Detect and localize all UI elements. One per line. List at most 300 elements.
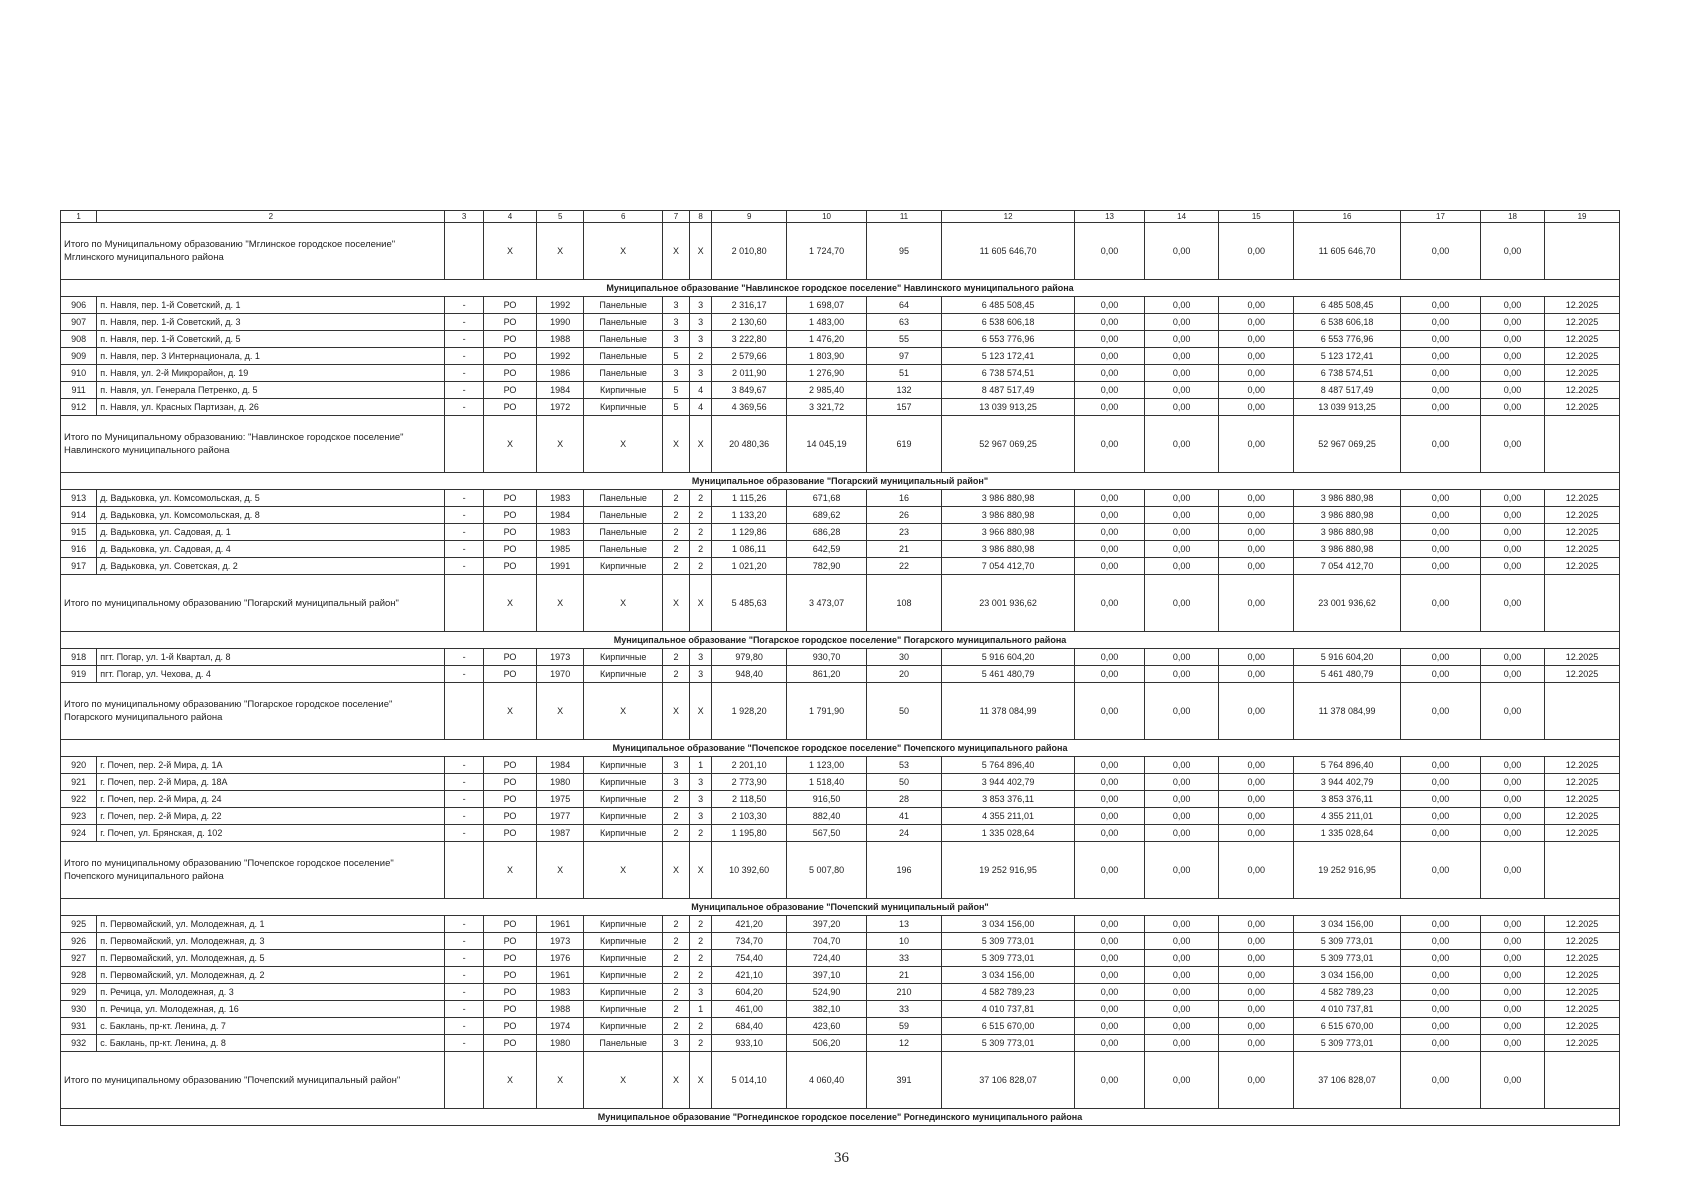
total-value: 391 <box>867 1052 942 1109</box>
col-15-cell: 0,00 <box>1219 666 1294 683</box>
section-header-row <box>61 899 1620 916</box>
col-4-cell: РО <box>483 916 536 933</box>
residents-cell: 23 <box>867 524 942 541</box>
col-14-cell: 0,00 <box>1144 950 1219 967</box>
col-13-cell: 0,00 <box>1075 297 1144 314</box>
living-area-cell: 506,20 <box>787 1035 867 1052</box>
col-18-cell: 0,00 <box>1481 774 1545 791</box>
wall-material-cell: Панельные <box>584 507 663 524</box>
floors-cell: 3 <box>663 1035 690 1052</box>
col-18-cell: 0,00 <box>1481 1035 1545 1052</box>
residents-cell: 210 <box>867 984 942 1001</box>
total-value: 20 480,36 <box>712 416 787 473</box>
fund-cost-cell: 5 123 172,41 <box>1294 348 1401 365</box>
living-area-cell: 1 276,90 <box>787 365 867 382</box>
col-3-cell: - <box>445 524 483 541</box>
col-14-cell: 0,00 <box>1144 666 1219 683</box>
table-row <box>61 331 1620 348</box>
total-cost-cell: 4 010 737,81 <box>941 1001 1074 1018</box>
living-area-cell: 524,90 <box>787 984 867 1001</box>
row-number-cell: 920 <box>61 757 97 774</box>
floors-cell: 2 <box>663 933 690 950</box>
total-label: Итого по муниципальному образованию "Погарский муниципальный район" <box>61 575 445 632</box>
total-value: 0,00 <box>1075 842 1144 899</box>
total-row <box>61 416 1620 473</box>
col-14-cell: 0,00 <box>1144 348 1219 365</box>
wall-material-cell: Панельные <box>584 314 663 331</box>
entrances-cell: 2 <box>689 916 711 933</box>
table-row <box>61 1035 1620 1052</box>
total-value: Х <box>584 1052 663 1109</box>
total-value: 1 791,90 <box>787 683 867 740</box>
total-value <box>1545 1052 1620 1109</box>
entrances-cell: 3 <box>689 365 711 382</box>
wall-material-cell: Кирпичные <box>584 984 663 1001</box>
col-3-cell: - <box>445 382 483 399</box>
deadline-cell: 12.2025 <box>1545 348 1620 365</box>
col-15-cell: 0,00 <box>1219 297 1294 314</box>
residents-cell: 24 <box>867 825 942 842</box>
total-cost-cell: 3 034 156,00 <box>941 967 1074 984</box>
fund-cost-cell: 4 010 737,81 <box>1294 1001 1401 1018</box>
col-13-cell: 0,00 <box>1075 490 1144 507</box>
total-value: 0,00 <box>1075 223 1144 280</box>
column-number: 17 <box>1400 211 1480 223</box>
col-14-cell: 0,00 <box>1144 297 1219 314</box>
wall-material-cell: Кирпичные <box>584 774 663 791</box>
year-cell: 1976 <box>537 950 584 967</box>
col-15-cell: 0,00 <box>1219 348 1294 365</box>
row-number-cell: 906 <box>61 297 97 314</box>
col-14-cell: 0,00 <box>1144 984 1219 1001</box>
col-14-cell: 0,00 <box>1144 314 1219 331</box>
col-4-cell: РО <box>483 791 536 808</box>
total-area-cell: 1 133,20 <box>712 507 787 524</box>
total-label: Итого по муниципальному образованию "Почепский муниципальный район" <box>61 1052 445 1109</box>
column-number: 8 <box>689 211 711 223</box>
col-15-cell: 0,00 <box>1219 649 1294 666</box>
entrances-cell: 2 <box>689 524 711 541</box>
col-17-cell: 0,00 <box>1400 950 1480 967</box>
total-cost-cell: 5 123 172,41 <box>941 348 1074 365</box>
total-area-cell: 2 579,66 <box>712 348 787 365</box>
row-number-cell: 907 <box>61 314 97 331</box>
address-cell: п. Первомайский, ул. Молодежная, д. 3 <box>97 933 445 950</box>
total-value: 0,00 <box>1075 1052 1144 1109</box>
wall-material-cell: Панельные <box>584 365 663 382</box>
col-15-cell: 0,00 <box>1219 757 1294 774</box>
living-area-cell: 1 123,00 <box>787 757 867 774</box>
total-value: Х <box>483 683 536 740</box>
address-cell: д. Вадьковка, ул. Комсомольская, д. 5 <box>97 490 445 507</box>
row-number-cell: 929 <box>61 984 97 1001</box>
total-area-cell: 1 129,86 <box>712 524 787 541</box>
floors-cell: 2 <box>663 791 690 808</box>
total-value: 0,00 <box>1481 683 1545 740</box>
fund-cost-cell: 3 034 156,00 <box>1294 967 1401 984</box>
address-cell: п. Навля, пер. 1-й Советский, д. 3 <box>97 314 445 331</box>
col-15-cell: 0,00 <box>1219 933 1294 950</box>
section-header-row <box>61 280 1620 297</box>
total-area-cell: 2 118,50 <box>712 791 787 808</box>
year-cell: 1987 <box>537 825 584 842</box>
total-value: 0,00 <box>1075 683 1144 740</box>
residents-cell: 53 <box>867 757 942 774</box>
total-cost-cell: 7 054 412,70 <box>941 558 1074 575</box>
total-value: 0,00 <box>1400 575 1480 632</box>
col-13-cell: 0,00 <box>1075 967 1144 984</box>
residents-cell: 26 <box>867 507 942 524</box>
total-area-cell: 3 849,67 <box>712 382 787 399</box>
total-area-cell: 3 222,80 <box>712 331 787 348</box>
col-17-cell: 0,00 <box>1400 365 1480 382</box>
col-13-cell: 0,00 <box>1075 1001 1144 1018</box>
year-cell: 1961 <box>537 916 584 933</box>
living-area-cell: 397,20 <box>787 916 867 933</box>
total-cost-cell: 3 966 880,98 <box>941 524 1074 541</box>
fund-cost-cell: 6 515 670,00 <box>1294 1018 1401 1035</box>
column-number: 2 <box>97 211 445 223</box>
col-17-cell: 0,00 <box>1400 967 1480 984</box>
wall-material-cell: Кирпичные <box>584 1001 663 1018</box>
section-title: Муниципальное образование "Навлинское городское поселение" Навлинского муниципального района <box>61 280 1620 297</box>
total-value: 5 485,63 <box>712 575 787 632</box>
col-15-cell: 0,00 <box>1219 399 1294 416</box>
residents-cell: 12 <box>867 1035 942 1052</box>
floors-cell: 3 <box>663 331 690 348</box>
wall-material-cell: Панельные <box>584 490 663 507</box>
deadline-cell: 12.2025 <box>1545 1001 1620 1018</box>
entrances-cell: 1 <box>689 757 711 774</box>
floors-cell: 5 <box>663 399 690 416</box>
col-4-cell: РО <box>483 933 536 950</box>
col-14-cell: 0,00 <box>1144 808 1219 825</box>
deadline-cell: 12.2025 <box>1545 933 1620 950</box>
wall-material-cell: Кирпичные <box>584 649 663 666</box>
address-cell: п. Первомайский, ул. Молодежная, д. 1 <box>97 916 445 933</box>
col-15-cell: 0,00 <box>1219 558 1294 575</box>
col-17-cell: 0,00 <box>1400 348 1480 365</box>
total-value: 0,00 <box>1075 416 1144 473</box>
col-13-cell: 0,00 <box>1075 791 1144 808</box>
total-value: Х <box>584 223 663 280</box>
fund-cost-cell: 3 986 880,98 <box>1294 541 1401 558</box>
total-empty-cell <box>445 842 483 899</box>
col-14-cell: 0,00 <box>1144 774 1219 791</box>
section-header-row <box>61 740 1620 757</box>
address-cell: пгт. Погар, ул. 1-й Квартал, д. 8 <box>97 649 445 666</box>
col-14-cell: 0,00 <box>1144 825 1219 842</box>
total-value: 50 <box>867 683 942 740</box>
deadline-cell: 12.2025 <box>1545 666 1620 683</box>
section-title: Муниципальное образование "Погарское городское поселение" Погарского муниципального района <box>61 632 1620 649</box>
floors-cell: 2 <box>663 541 690 558</box>
page-number: 36 <box>834 1150 849 1166</box>
total-value: 0,00 <box>1219 223 1294 280</box>
total-value: Х <box>537 1052 584 1109</box>
total-value: 95 <box>867 223 942 280</box>
row-number-cell: 912 <box>61 399 97 416</box>
total-value: 196 <box>867 842 942 899</box>
col-4-cell: РО <box>483 950 536 967</box>
total-value: 0,00 <box>1075 575 1144 632</box>
col-17-cell: 0,00 <box>1400 984 1480 1001</box>
entrances-cell: 2 <box>689 558 711 575</box>
address-cell: п. Навля, пер. 1-й Советский, д. 1 <box>97 297 445 314</box>
address-cell: д. Вадьковка, ул. Садовая, д. 1 <box>97 524 445 541</box>
living-area-cell: 1 476,20 <box>787 331 867 348</box>
total-area-cell: 754,40 <box>712 950 787 967</box>
table-row <box>61 984 1620 1001</box>
col-14-cell: 0,00 <box>1144 331 1219 348</box>
table-row <box>61 524 1620 541</box>
col-18-cell: 0,00 <box>1481 1001 1545 1018</box>
column-number: 3 <box>445 211 483 223</box>
entrances-cell: 3 <box>689 774 711 791</box>
register-table <box>60 210 1620 1126</box>
total-value: 37 106 828,07 <box>1294 1052 1401 1109</box>
total-area-cell: 948,40 <box>712 666 787 683</box>
floors-cell: 2 <box>663 558 690 575</box>
living-area-cell: 567,50 <box>787 825 867 842</box>
total-value: Х <box>537 223 584 280</box>
table-row <box>61 297 1620 314</box>
total-cost-cell: 3 034 156,00 <box>941 916 1074 933</box>
floors-cell: 2 <box>663 490 690 507</box>
entrances-cell: 1 <box>689 1001 711 1018</box>
fund-cost-cell: 6 738 574,51 <box>1294 365 1401 382</box>
total-value: Х <box>483 575 536 632</box>
residents-cell: 10 <box>867 933 942 950</box>
year-cell: 1988 <box>537 331 584 348</box>
deadline-cell: 12.2025 <box>1545 967 1620 984</box>
total-cost-cell: 8 487 517,49 <box>941 382 1074 399</box>
total-cost-cell: 5 309 773,01 <box>941 1035 1074 1052</box>
col-14-cell: 0,00 <box>1144 507 1219 524</box>
address-cell: п. Первомайский, ул. Молодежная, д. 2 <box>97 967 445 984</box>
floors-cell: 2 <box>663 984 690 1001</box>
residents-cell: 41 <box>867 808 942 825</box>
col-17-cell: 0,00 <box>1400 916 1480 933</box>
residents-cell: 33 <box>867 1001 942 1018</box>
entrances-cell: 4 <box>689 399 711 416</box>
col-3-cell: - <box>445 666 483 683</box>
total-area-cell: 2 103,30 <box>712 808 787 825</box>
total-area-cell: 2 316,17 <box>712 297 787 314</box>
year-cell: 1974 <box>537 1018 584 1035</box>
row-number-cell: 914 <box>61 507 97 524</box>
address-cell: пгт. Погар, ул. Чехова, д. 4 <box>97 666 445 683</box>
row-number-cell: 921 <box>61 774 97 791</box>
col-15-cell: 0,00 <box>1219 524 1294 541</box>
wall-material-cell: Кирпичные <box>584 967 663 984</box>
col-3-cell: - <box>445 314 483 331</box>
col-15-cell: 0,00 <box>1219 916 1294 933</box>
entrances-cell: 3 <box>689 666 711 683</box>
row-number-cell: 917 <box>61 558 97 575</box>
total-value: 0,00 <box>1400 223 1480 280</box>
entrances-cell: 2 <box>689 541 711 558</box>
entrances-cell: 3 <box>689 297 711 314</box>
floors-cell: 2 <box>663 967 690 984</box>
deadline-cell: 12.2025 <box>1545 331 1620 348</box>
col-18-cell: 0,00 <box>1481 791 1545 808</box>
total-value: Х <box>537 575 584 632</box>
floors-cell: 5 <box>663 382 690 399</box>
year-cell: 1980 <box>537 1035 584 1052</box>
year-cell: 1992 <box>537 297 584 314</box>
total-cost-cell: 6 553 776,96 <box>941 331 1074 348</box>
col-18-cell: 0,00 <box>1481 524 1545 541</box>
col-3-cell: - <box>445 1001 483 1018</box>
table-row <box>61 967 1620 984</box>
col-3-cell: - <box>445 297 483 314</box>
col-15-cell: 0,00 <box>1219 365 1294 382</box>
col-15-cell: 0,00 <box>1219 967 1294 984</box>
total-area-cell: 421,10 <box>712 967 787 984</box>
total-value: 0,00 <box>1144 223 1219 280</box>
floors-cell: 2 <box>663 950 690 967</box>
total-row <box>61 842 1620 899</box>
wall-material-cell: Кирпичные <box>584 933 663 950</box>
col-4-cell: РО <box>483 507 536 524</box>
fund-cost-cell: 5 309 773,01 <box>1294 1035 1401 1052</box>
fund-cost-cell: 6 538 606,18 <box>1294 314 1401 331</box>
entrances-cell: 3 <box>689 791 711 808</box>
floors-cell: 2 <box>663 666 690 683</box>
total-area-cell: 684,40 <box>712 1018 787 1035</box>
wall-material-cell: Панельные <box>584 331 663 348</box>
col-3-cell: - <box>445 348 483 365</box>
entrances-cell: 2 <box>689 490 711 507</box>
total-value: 23 001 936,62 <box>941 575 1074 632</box>
col-15-cell: 0,00 <box>1219 490 1294 507</box>
residents-cell: 33 <box>867 950 942 967</box>
col-17-cell: 0,00 <box>1400 649 1480 666</box>
col-18-cell: 0,00 <box>1481 808 1545 825</box>
total-value: Х <box>483 223 536 280</box>
col-18-cell: 0,00 <box>1481 757 1545 774</box>
table-row <box>61 490 1620 507</box>
col-3-cell: - <box>445 984 483 1001</box>
col-14-cell: 0,00 <box>1144 1035 1219 1052</box>
total-value: 0,00 <box>1400 842 1480 899</box>
row-number-cell: 924 <box>61 825 97 842</box>
total-value: 23 001 936,62 <box>1294 575 1401 632</box>
total-row <box>61 683 1620 740</box>
col-15-cell: 0,00 <box>1219 774 1294 791</box>
wall-material-cell: Кирпичные <box>584 916 663 933</box>
col-3-cell: - <box>445 791 483 808</box>
col-18-cell: 0,00 <box>1481 666 1545 683</box>
deadline-cell: 12.2025 <box>1545 558 1620 575</box>
wall-material-cell: Кирпичные <box>584 950 663 967</box>
living-area-cell: 704,70 <box>787 933 867 950</box>
living-area-cell: 2 985,40 <box>787 382 867 399</box>
floors-cell: 3 <box>663 314 690 331</box>
deadline-cell: 12.2025 <box>1545 541 1620 558</box>
wall-material-cell: Панельные <box>584 348 663 365</box>
fund-cost-cell: 5 461 480,79 <box>1294 666 1401 683</box>
living-area-cell: 1 803,90 <box>787 348 867 365</box>
col-14-cell: 0,00 <box>1144 524 1219 541</box>
living-area-cell: 882,40 <box>787 808 867 825</box>
floors-cell: 2 <box>663 507 690 524</box>
living-area-cell: 689,62 <box>787 507 867 524</box>
year-cell: 1986 <box>537 365 584 382</box>
table-row <box>61 507 1620 524</box>
floors-cell: 2 <box>663 1018 690 1035</box>
total-row <box>61 223 1620 280</box>
total-value: 2 010,80 <box>712 223 787 280</box>
table-row <box>61 757 1620 774</box>
year-cell: 1983 <box>537 490 584 507</box>
total-value: 1 724,70 <box>787 223 867 280</box>
col-13-cell: 0,00 <box>1075 348 1144 365</box>
col-14-cell: 0,00 <box>1144 541 1219 558</box>
year-cell: 1984 <box>537 382 584 399</box>
total-value: Х <box>663 1052 690 1109</box>
floors-cell: 2 <box>663 916 690 933</box>
year-cell: 1977 <box>537 808 584 825</box>
year-cell: 1985 <box>537 541 584 558</box>
fund-cost-cell: 4 355 211,01 <box>1294 808 1401 825</box>
deadline-cell: 12.2025 <box>1545 507 1620 524</box>
col-3-cell: - <box>445 950 483 967</box>
floors-cell: 3 <box>663 774 690 791</box>
address-cell: п. Навля, ул. Красных Партизан, д. 26 <box>97 399 445 416</box>
col-14-cell: 0,00 <box>1144 757 1219 774</box>
table-row <box>61 541 1620 558</box>
column-number: 6 <box>584 211 663 223</box>
wall-material-cell: Панельные <box>584 1035 663 1052</box>
col-3-cell: - <box>445 490 483 507</box>
total-area-cell: 2 201,10 <box>712 757 787 774</box>
fund-cost-cell: 5 916 604,20 <box>1294 649 1401 666</box>
total-value: 10 392,60 <box>712 842 787 899</box>
year-cell: 1984 <box>537 507 584 524</box>
year-cell: 1990 <box>537 314 584 331</box>
fund-cost-cell: 3 986 880,98 <box>1294 507 1401 524</box>
year-cell: 1983 <box>537 984 584 1001</box>
total-cost-cell: 3 853 376,11 <box>941 791 1074 808</box>
total-area-cell: 979,80 <box>712 649 787 666</box>
total-cost-cell: 5 764 896,40 <box>941 757 1074 774</box>
table-row <box>61 1018 1620 1035</box>
total-area-cell: 933,10 <box>712 1035 787 1052</box>
entrances-cell: 2 <box>689 507 711 524</box>
address-cell: п. Речица, ул. Молодежная, д. 16 <box>97 1001 445 1018</box>
col-18-cell: 0,00 <box>1481 649 1545 666</box>
total-value: Х <box>689 683 711 740</box>
total-value: 11 605 646,70 <box>941 223 1074 280</box>
address-cell: п. Навля, ул. Генерала Петренко, д. 5 <box>97 382 445 399</box>
total-cost-cell: 1 335 028,64 <box>941 825 1074 842</box>
column-number: 5 <box>537 211 584 223</box>
col-4-cell: РО <box>483 297 536 314</box>
table-row <box>61 365 1620 382</box>
fund-cost-cell: 1 335 028,64 <box>1294 825 1401 842</box>
residents-cell: 16 <box>867 490 942 507</box>
total-value: 11 378 084,99 <box>1294 683 1401 740</box>
col-13-cell: 0,00 <box>1075 666 1144 683</box>
total-value: Х <box>663 842 690 899</box>
col-17-cell: 0,00 <box>1400 507 1480 524</box>
total-value: 37 106 828,07 <box>941 1052 1074 1109</box>
deadline-cell: 12.2025 <box>1545 825 1620 842</box>
col-17-cell: 0,00 <box>1400 774 1480 791</box>
total-area-cell: 4 369,56 <box>712 399 787 416</box>
